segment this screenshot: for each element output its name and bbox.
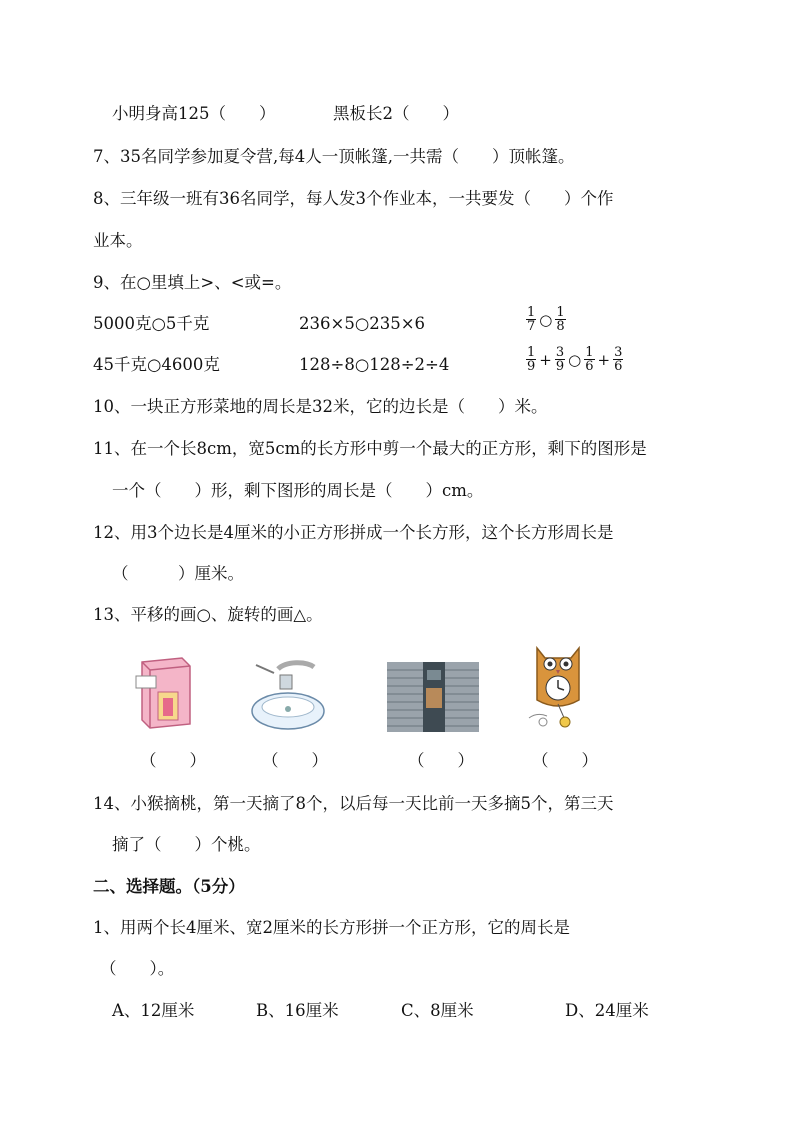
fraction: $\frac{1}{8}$ — [556, 305, 565, 334]
q9-r1c2: 236×5○235×6 — [299, 314, 426, 333]
compare-circle: ○ — [568, 350, 582, 369]
question-13-title: 13、平移的画○、旋转的画△。 — [93, 605, 323, 624]
question-11-line2: 一个（ ）形，剩下图形的周长是（ ）cm。 — [112, 481, 484, 500]
q6-tail-right: 黑板长2（ ） — [333, 104, 459, 123]
question-9-title: 9、在○里填上>、<或=。 — [93, 273, 292, 292]
dispenser-image — [128, 652, 198, 732]
compare-circle: ○ — [539, 310, 553, 329]
option-b: B、16厘米 — [256, 1001, 339, 1020]
question-12-line2: （ ）厘米。 — [112, 564, 244, 583]
question-7: 7、35名同学参加夏令营,每4人一顶帐篷,一共需（ ）顶帐篷。 — [93, 147, 575, 166]
q9-r2c1: 45千克○4600克 — [93, 355, 220, 374]
elevator-image — [387, 662, 479, 732]
question-14-line1: 14、小猴摘桃，第一天摘了8个，以后每一天比前一天多摘5个，第三天 — [93, 794, 614, 813]
plus-sign: + — [597, 350, 611, 369]
q13-blank-4: （ ） — [532, 751, 598, 770]
q9-fraction-compare-1 — [525, 306, 567, 333]
q6-tail-left: 小明身高125（ ） — [112, 104, 276, 123]
question-14-line2: 摘了（ ）个桃。 — [112, 835, 261, 854]
faucet-sink-image — [250, 655, 330, 735]
fraction: $\frac{1}{6}$ — [585, 345, 594, 374]
q13-blank-3: （ ） — [408, 751, 474, 770]
owl-clock-image — [527, 640, 589, 734]
option-d: D、24厘米 — [565, 1001, 649, 1020]
question-8-line1: 8、三年级一班有36名同学，每人发3个作业本，一共要发（ ）个作 — [93, 189, 614, 208]
fraction: $\frac{1}{7}$ — [527, 305, 536, 334]
fraction: $\frac{3}{9}$ — [555, 345, 565, 374]
question-12-line1: 12、用3个边长是4厘米的小正方形拼成一个长方形，这个长方形周长是 — [93, 523, 614, 542]
fraction: $\frac{1}{9}$ — [527, 345, 536, 374]
question-8-line2: 业本。 — [93, 231, 143, 250]
question-10: 10、一块正方形菜地的周长是32米，它的边长是（ ）米。 — [93, 397, 548, 416]
q13-blank-1: （ ） — [140, 751, 206, 770]
q9-r2c2: 128÷8○128÷2÷4 — [299, 355, 450, 374]
option-c: C、8厘米 — [401, 1001, 474, 1020]
q13-blank-2: （ ） — [262, 751, 328, 770]
question-11-line1: 11、在一个长8cm，宽5cm的长方形中剪一个最大的正方形，剩下的图形是 — [93, 439, 647, 458]
q9-r1c1: 5000克○5千克 — [93, 314, 210, 333]
fraction: $\frac{3}{6}$ — [614, 345, 623, 374]
q9-fraction-compare-2 — [525, 346, 624, 373]
s2-question-1-line2: （ ）。 — [100, 959, 175, 978]
section-2-heading: 二、选择题。（5分） — [93, 877, 245, 896]
plus-sign: + — [539, 350, 552, 369]
option-a: A、12厘米 — [112, 1001, 195, 1020]
s2-question-1-line1: 1、用两个长4厘米、宽2厘米的长方形拼一个正方形，它的周长是 — [93, 918, 570, 937]
